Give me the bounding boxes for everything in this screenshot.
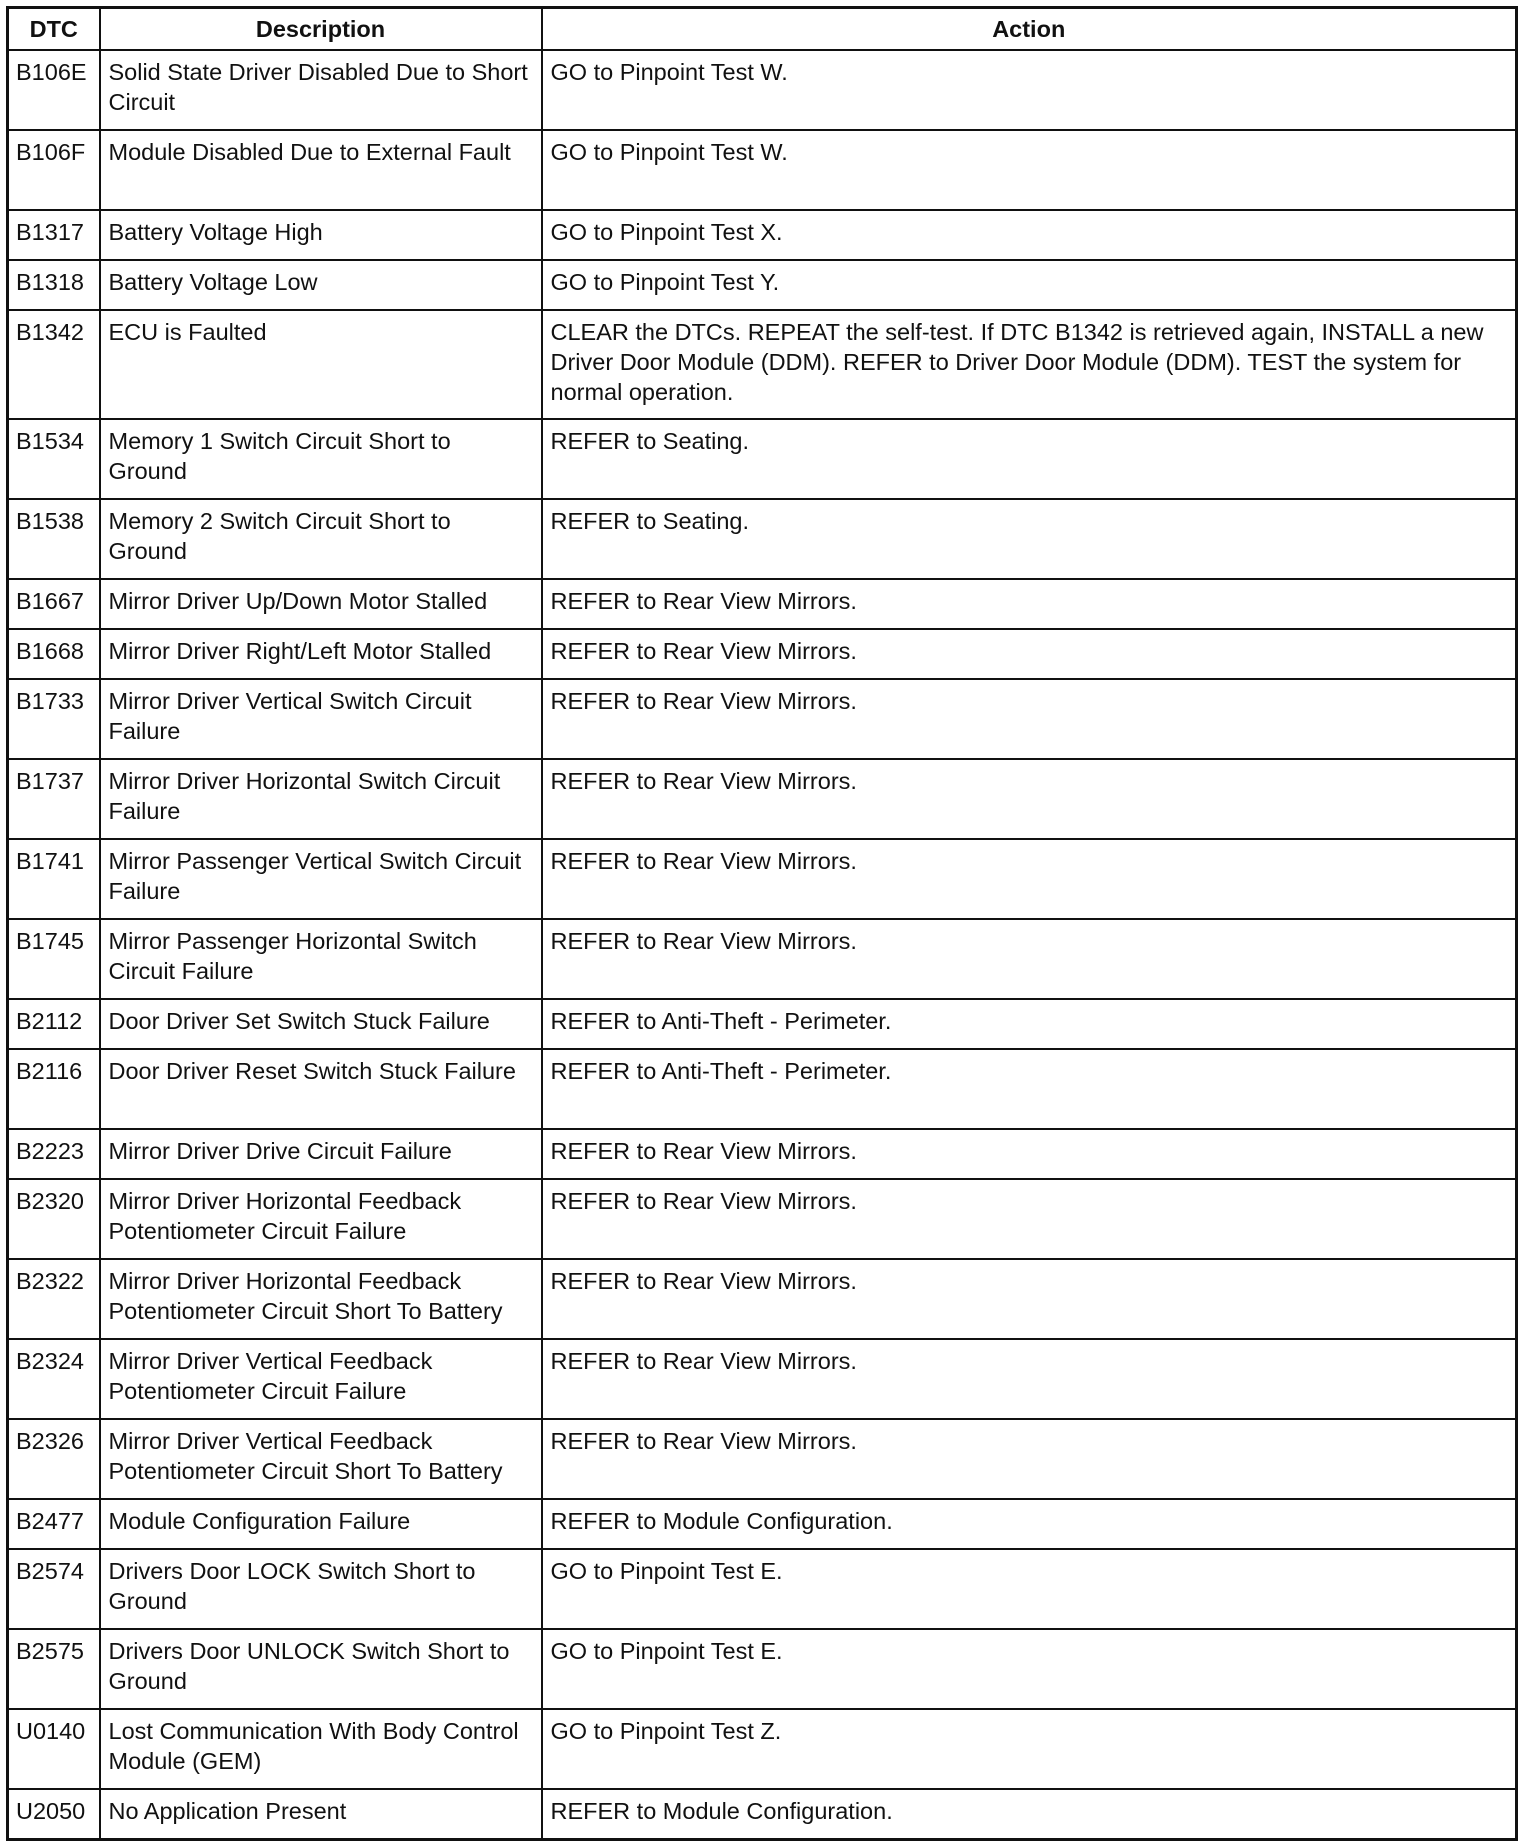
table-row <box>8 759 1517 839</box>
dtc-code: B106F <box>8 130 100 210</box>
dtc-code: B1534 <box>8 419 100 499</box>
table-row <box>8 419 1517 499</box>
table-row <box>8 1179 1517 1259</box>
dtc-action: REFER to Module Configuration. <box>542 1499 1517 1549</box>
table-row <box>8 999 1517 1049</box>
table-row <box>8 310 1517 419</box>
dtc-action: REFER to Rear View Mirrors. <box>542 1129 1517 1179</box>
dtc-code: B2116 <box>8 1049 100 1129</box>
dtc-description: Mirror Driver Vertical Feedback Potentiometer Circuit Failure <box>100 1339 542 1419</box>
dtc-action: REFER to Rear View Mirrors. <box>542 679 1517 759</box>
table-row <box>8 1259 1517 1339</box>
dtc-code: B1317 <box>8 210 100 260</box>
table-row <box>8 1549 1517 1629</box>
dtc-action: REFER to Rear View Mirrors. <box>542 629 1517 679</box>
table-row <box>8 1049 1517 1129</box>
dtc-code: B1741 <box>8 839 100 919</box>
dtc-description: Module Configuration Failure <box>100 1499 542 1549</box>
dtc-action: REFER to Rear View Mirrors. <box>542 579 1517 629</box>
dtc-action: REFER to Rear View Mirrors. <box>542 1419 1517 1499</box>
dtc-description: Module Disabled Due to External Fault <box>100 130 542 210</box>
table-row <box>8 1709 1517 1789</box>
dtc-action: GO to Pinpoint Test W. <box>542 130 1517 210</box>
dtc-description: No Application Present <box>100 1789 542 1840</box>
dtc-description: Mirror Driver Right/Left Motor Stalled <box>100 629 542 679</box>
table-row <box>8 1129 1517 1179</box>
dtc-action: GO to Pinpoint Test E. <box>542 1629 1517 1709</box>
dtc-description: Door Driver Reset Switch Stuck Failure <box>100 1049 542 1129</box>
dtc-description: ECU is Faulted <box>100 310 542 419</box>
dtc-action: REFER to Anti-Theft - Perimeter. <box>542 1049 1517 1129</box>
header-description: Description <box>100 8 542 51</box>
dtc-description: Memory 1 Switch Circuit Short to Ground <box>100 419 542 499</box>
dtc-action: CLEAR the DTCs. REPEAT the self-test. If DTC B1342 is retrieved again, INSTALL a new Driver Door Module (DDM). REFER to Driver Door Module (DDM). TEST the system for normal operation. <box>542 310 1517 419</box>
dtc-action: GO to Pinpoint Test W. <box>542 50 1517 130</box>
dtc-code: B1737 <box>8 759 100 839</box>
dtc-code: B2322 <box>8 1259 100 1339</box>
dtc-description: Drivers Door UNLOCK Switch Short to Ground <box>100 1629 542 1709</box>
dtc-description: Mirror Driver Vertical Switch Circuit Failure <box>100 679 542 759</box>
dtc-code: B1668 <box>8 629 100 679</box>
dtc-code: U0140 <box>8 1709 100 1789</box>
dtc-action: GO to Pinpoint Test X. <box>542 210 1517 260</box>
dtc-description: Solid State Driver Disabled Due to Short Circuit <box>100 50 542 130</box>
dtc-action: REFER to Seating. <box>542 419 1517 499</box>
table-row <box>8 579 1517 629</box>
dtc-code: B1745 <box>8 919 100 999</box>
dtc-action: REFER to Seating. <box>542 499 1517 579</box>
dtc-action: GO to Pinpoint Test E. <box>542 1549 1517 1629</box>
dtc-code: B1733 <box>8 679 100 759</box>
table-header-row <box>8 8 1517 51</box>
table-row <box>8 919 1517 999</box>
dtc-action: REFER to Rear View Mirrors. <box>542 919 1517 999</box>
dtc-action: REFER to Anti-Theft - Perimeter. <box>542 999 1517 1049</box>
table-row <box>8 839 1517 919</box>
dtc-code: B2320 <box>8 1179 100 1259</box>
dtc-description: Mirror Driver Up/Down Motor Stalled <box>100 579 542 629</box>
dtc-description: Mirror Passenger Horizontal Switch Circuit Failure <box>100 919 542 999</box>
dtc-description: Mirror Driver Drive Circuit Failure <box>100 1129 542 1179</box>
dtc-action: REFER to Rear View Mirrors. <box>542 1259 1517 1339</box>
dtc-action: REFER to Rear View Mirrors. <box>542 1179 1517 1259</box>
table-row <box>8 1419 1517 1499</box>
dtc-description: Mirror Driver Horizontal Switch Circuit Failure <box>100 759 542 839</box>
table-row <box>8 1789 1517 1840</box>
dtc-code: U2050 <box>8 1789 100 1840</box>
dtc-description: Mirror Passenger Vertical Switch Circuit Failure <box>100 839 542 919</box>
table-row <box>8 679 1517 759</box>
table-row <box>8 50 1517 130</box>
dtc-code: B2574 <box>8 1549 100 1629</box>
dtc-code: B1538 <box>8 499 100 579</box>
dtc-description: Battery Voltage Low <box>100 260 542 310</box>
table-row <box>8 1499 1517 1549</box>
dtc-action: GO to Pinpoint Test Z. <box>542 1709 1517 1789</box>
dtc-description: Door Driver Set Switch Stuck Failure <box>100 999 542 1049</box>
dtc-description: Lost Communication With Body Control Module (GEM) <box>100 1709 542 1789</box>
table-row <box>8 130 1517 210</box>
dtc-description: Mirror Driver Vertical Feedback Potentiometer Circuit Short To Battery <box>100 1419 542 1499</box>
dtc-code: B1342 <box>8 310 100 419</box>
table-row <box>8 1629 1517 1709</box>
dtc-code: B2575 <box>8 1629 100 1709</box>
table-row <box>8 210 1517 260</box>
dtc-description: Memory 2 Switch Circuit Short to Ground <box>100 499 542 579</box>
table-row <box>8 260 1517 310</box>
dtc-action: REFER to Rear View Mirrors. <box>542 759 1517 839</box>
dtc-code: B1667 <box>8 579 100 629</box>
table-row <box>8 629 1517 679</box>
dtc-code: B2477 <box>8 1499 100 1549</box>
dtc-description: Drivers Door LOCK Switch Short to Ground <box>100 1549 542 1629</box>
dtc-action: GO to Pinpoint Test Y. <box>542 260 1517 310</box>
dtc-description: Mirror Driver Horizontal Feedback Potentiometer Circuit Failure <box>100 1179 542 1259</box>
header-action: Action <box>542 8 1517 51</box>
table-row <box>8 1339 1517 1419</box>
dtc-code: B2324 <box>8 1339 100 1419</box>
dtc-table <box>6 6 1518 1841</box>
dtc-code: B2112 <box>8 999 100 1049</box>
table-row <box>8 499 1517 579</box>
dtc-code: B1318 <box>8 260 100 310</box>
dtc-action: REFER to Rear View Mirrors. <box>542 1339 1517 1419</box>
dtc-code: B106E <box>8 50 100 130</box>
dtc-code: B2223 <box>8 1129 100 1179</box>
dtc-description: Mirror Driver Horizontal Feedback Potentiometer Circuit Short To Battery <box>100 1259 542 1339</box>
dtc-code: B2326 <box>8 1419 100 1499</box>
dtc-action: REFER to Rear View Mirrors. <box>542 839 1517 919</box>
dtc-description: Battery Voltage High <box>100 210 542 260</box>
dtc-action: REFER to Module Configuration. <box>542 1789 1517 1840</box>
header-dtc: DTC <box>8 8 100 51</box>
